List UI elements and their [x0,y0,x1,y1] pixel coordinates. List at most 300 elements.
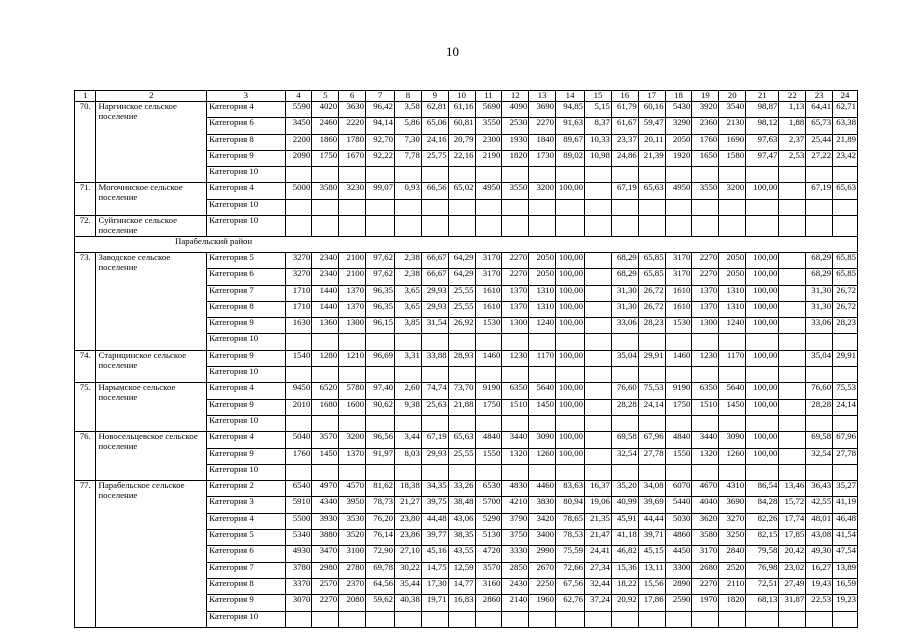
value-cell: 4970 [312,481,339,497]
value-cell: 1440 [312,301,339,317]
value-cell: 1820 [502,150,529,166]
value-cell: 74,74 [421,383,448,399]
settlement-number: 70. [75,102,96,183]
value-cell: 67,56 [556,578,585,594]
value-cell: 46,82 [611,546,638,562]
settlement-name: Старицинское сельское поселение [96,350,207,383]
value-cell [529,167,556,183]
value-cell: 21,88 [448,399,475,415]
value-cell: 17,86 [638,595,665,611]
value-cell: 3290 [665,118,692,134]
table-row [75,432,858,448]
value-cell: 46,48 [833,513,858,529]
value-cell: 76,98 [746,562,779,578]
table-row [75,383,858,399]
value-cell [611,334,638,350]
value-cell: 3440 [692,432,719,448]
column-header: 18 [665,91,692,102]
value-cell: 2300 [475,134,502,150]
table-row [75,183,858,199]
value-cell [421,199,448,215]
value-cell: 29,91 [638,350,665,366]
value-cell: 2780 [339,562,366,578]
value-cell: 79,58 [746,546,779,562]
value-cell: 1920 [665,150,692,166]
value-cell: 2,38 [395,269,422,285]
category-cell: Категория 4 [207,432,285,448]
value-cell [779,399,806,415]
column-header: 4 [285,91,312,102]
value-cell: 16,37 [585,481,612,497]
value-cell [475,334,502,350]
value-cell: 41,54 [833,530,858,546]
value-cell: 69,58 [806,432,833,448]
value-cell: 1510 [502,399,529,415]
column-header: 8 [395,91,422,102]
value-cell: 2270 [692,252,719,268]
value-cell: 1540 [285,350,312,366]
value-cell [421,167,448,183]
value-cell: 100,00 [746,448,779,464]
value-cell: 3400 [529,530,556,546]
value-cell: 1610 [475,285,502,301]
value-cell [395,415,422,431]
value-cell: 1310 [719,301,746,317]
value-cell: 44,48 [421,513,448,529]
value-cell [692,167,719,183]
value-cell: 67,19 [611,183,638,199]
value-cell: 4930 [285,546,312,562]
value-cell: 23,80 [395,513,422,529]
value-cell [779,464,806,480]
value-cell [285,199,312,215]
value-cell: 5290 [475,513,502,529]
value-cell: 5640 [719,383,746,399]
value-cell [779,199,806,215]
value-cell: 3,44 [395,432,422,448]
value-cell: 60,81 [448,118,475,134]
value-cell [312,367,339,383]
value-cell: 2270 [312,595,339,611]
value-cell: 1760 [285,448,312,464]
value-cell [339,464,366,480]
value-cell: 6540 [285,481,312,497]
value-cell [556,464,585,480]
value-cell: 31,30 [806,285,833,301]
value-cell: 3520 [339,530,366,546]
value-cell: 97,63 [746,134,779,150]
value-cell [585,167,612,183]
value-cell: 25,55 [448,301,475,317]
value-cell: 4670 [692,481,719,497]
value-cell: 5500 [285,513,312,529]
table-row [75,216,858,237]
value-cell: 3200 [529,183,556,199]
value-cell: 4950 [665,183,692,199]
value-cell: 8,37 [585,118,612,134]
value-cell [833,367,858,383]
value-cell: 65,02 [448,183,475,199]
value-cell [366,611,395,627]
value-cell [475,367,502,383]
value-cell [421,334,448,350]
category-cell: Категория 10 [207,216,285,237]
value-cell: 65,63 [638,183,665,199]
value-cell: 1170 [719,350,746,366]
value-cell: 2050 [665,134,692,150]
value-cell: 1580 [719,150,746,166]
value-cell: 89,67 [556,134,585,150]
value-cell [339,167,366,183]
value-cell [312,216,339,237]
value-cell [719,334,746,350]
value-cell [312,167,339,183]
value-cell [833,216,858,237]
value-cell: 80,94 [556,497,585,513]
column-header: 14 [556,91,585,102]
value-cell: 25,63 [421,399,448,415]
value-cell: 5690 [475,102,502,118]
value-cell: 2680 [692,562,719,578]
value-cell: 65,63 [833,183,858,199]
value-cell [779,334,806,350]
value-cell: 1280 [312,350,339,366]
value-cell [611,464,638,480]
value-cell [585,301,612,317]
value-cell: 2,53 [779,150,806,166]
value-cell: 60,16 [638,102,665,118]
value-cell: 21,47 [585,530,612,546]
value-cell [719,199,746,215]
value-cell: 16,27 [806,562,833,578]
value-cell: 24,14 [833,399,858,415]
value-cell: 8,03 [395,448,422,464]
value-cell: 100,00 [556,183,585,199]
value-cell [475,464,502,480]
value-cell: 2890 [665,578,692,594]
category-cell: Категория 10 [207,367,285,383]
value-cell [665,334,692,350]
value-cell [395,611,422,627]
value-cell: 2080 [339,595,366,611]
value-cell: 100,00 [556,448,585,464]
value-cell: 2520 [719,562,746,578]
category-cell: Категория 10 [207,611,285,627]
value-cell: 24,16 [421,134,448,150]
column-header: 10 [448,91,475,102]
settlement-name: Заводское сельское поселение [96,252,207,350]
category-cell: Категория 10 [207,167,285,183]
value-cell [585,350,612,366]
value-cell: 26,72 [638,301,665,317]
value-cell: 91,63 [556,118,585,134]
value-cell: 3570 [312,432,339,448]
value-cell [366,415,395,431]
value-cell: 3230 [339,183,366,199]
value-cell [366,334,395,350]
value-cell [638,415,665,431]
value-cell: 3170 [665,269,692,285]
value-cell: 1750 [312,150,339,166]
value-cell: 27,22 [806,150,833,166]
value-cell [312,415,339,431]
value-cell: 6350 [502,383,529,399]
settlement-number: 76. [75,432,96,481]
value-cell: 17,74 [779,513,806,529]
value-cell [638,464,665,480]
column-header: 3 [207,91,285,102]
value-cell [395,464,422,480]
value-cell: 97,40 [366,383,395,399]
category-cell: Категория 10 [207,464,285,480]
column-header: 7 [366,91,395,102]
value-cell: 1230 [692,350,719,366]
value-cell [779,301,806,317]
value-cell: 2,38 [395,252,422,268]
value-cell: 5700 [475,497,502,513]
value-cell: 6530 [475,481,502,497]
value-cell: 26,72 [833,285,858,301]
value-cell: 3270 [285,252,312,268]
value-cell [448,199,475,215]
value-cell [502,216,529,237]
value-cell: 6350 [692,383,719,399]
category-cell: Категория 9 [207,318,285,334]
value-cell: 66,67 [421,252,448,268]
value-cell: 4950 [475,183,502,199]
value-cell: 64,56 [366,578,395,594]
value-cell: 4840 [665,432,692,448]
value-cell [779,183,806,199]
value-cell [719,611,746,627]
value-cell: 5430 [665,102,692,118]
value-cell [585,367,612,383]
value-cell [611,611,638,627]
value-cell: 1670 [339,150,366,166]
value-cell: 3440 [502,432,529,448]
value-cell: 39,75 [421,497,448,513]
value-cell [779,318,806,334]
value-cell: 2850 [502,562,529,578]
category-cell: Категория 4 [207,102,285,118]
value-cell: 19,06 [585,497,612,513]
value-cell: 10,33 [585,134,612,150]
value-cell: 76,20 [366,513,395,529]
value-cell [502,199,529,215]
value-cell: 1550 [665,448,692,464]
value-cell: 1260 [529,448,556,464]
value-cell: 72,51 [746,578,779,594]
value-cell: 30,22 [395,562,422,578]
value-cell [833,464,858,480]
value-cell: 47,54 [833,546,858,562]
value-cell: 97,62 [366,252,395,268]
value-cell [746,367,779,383]
value-cell: 3540 [719,102,746,118]
value-cell: 2270 [692,578,719,594]
value-cell: 65,85 [638,269,665,285]
value-cell: 100,00 [556,285,585,301]
value-cell [665,415,692,431]
value-cell [448,334,475,350]
value-cell: 23,86 [395,530,422,546]
value-cell: 4450 [665,546,692,562]
value-cell: 5130 [475,530,502,546]
value-cell: 2050 [529,269,556,285]
value-cell [806,464,833,480]
value-cell: 4310 [719,481,746,497]
value-cell: 9190 [475,383,502,399]
value-cell: 15,72 [779,497,806,513]
value-cell [312,199,339,215]
value-cell: 61,67 [611,118,638,134]
value-cell: 59,62 [366,595,395,611]
value-cell: 100,00 [556,252,585,268]
value-cell: 65,06 [421,118,448,134]
value-cell: 2430 [502,578,529,594]
value-cell: 15,56 [638,578,665,594]
value-cell [779,448,806,464]
value-cell [556,611,585,627]
value-cell [611,415,638,431]
value-cell [421,611,448,627]
value-cell: 1710 [285,301,312,317]
value-cell [585,269,612,285]
value-cell: 1370 [502,301,529,317]
value-cell [779,432,806,448]
value-cell [806,216,833,237]
value-cell: 68,29 [806,252,833,268]
value-cell: 100,00 [746,432,779,448]
value-cell: 2,60 [395,383,422,399]
value-cell: 6520 [312,383,339,399]
value-cell: 39,77 [421,530,448,546]
region-title: Парабельский район [75,236,858,252]
value-cell: 3470 [312,546,339,562]
value-cell [339,367,366,383]
page-number: 10 [446,44,459,59]
value-cell: 1530 [475,318,502,334]
value-cell [719,464,746,480]
value-cell: 2250 [529,578,556,594]
value-cell [556,367,585,383]
value-cell: 39,69 [638,497,665,513]
value-cell: 1440 [312,285,339,301]
value-cell: 25,55 [448,285,475,301]
value-cell: 2270 [529,118,556,134]
value-cell: 3170 [665,252,692,268]
value-cell: 1610 [665,285,692,301]
value-cell: 59,47 [638,118,665,134]
value-cell: 1300 [339,318,366,334]
value-cell: 43,06 [448,513,475,529]
value-cell: 4090 [502,102,529,118]
value-cell: 62,81 [421,102,448,118]
value-cell: 3100 [339,546,366,562]
value-cell [833,167,858,183]
value-cell: 2590 [665,595,692,611]
value-cell: 91,97 [366,448,395,464]
value-cell: 5780 [339,383,366,399]
value-cell: 67,96 [833,432,858,448]
value-cell: 1460 [475,350,502,366]
value-cell: 0,93 [395,183,422,199]
value-cell [833,199,858,215]
value-cell: 1690 [719,134,746,150]
value-cell [448,167,475,183]
value-cell: 34,08 [638,481,665,497]
value-cell: 13,11 [638,562,665,578]
value-cell: 1370 [692,301,719,317]
value-cell: 100,00 [746,285,779,301]
value-cell: 66,67 [421,269,448,285]
value-cell: 84,28 [746,497,779,513]
column-header: 24 [833,91,858,102]
value-cell [719,367,746,383]
value-cell [585,611,612,627]
settlement-name: Парабельское сельское поселение [96,481,207,628]
value-cell: 86,54 [746,481,779,497]
value-cell: 32,54 [611,448,638,464]
value-cell: 18,38 [395,481,422,497]
value-cell [529,415,556,431]
value-cell: 1320 [692,448,719,464]
column-header: 19 [692,91,719,102]
value-cell: 24,14 [638,399,665,415]
column-header: 9 [421,91,448,102]
value-cell [638,216,665,237]
value-cell: 78,73 [366,497,395,513]
value-cell: 3160 [475,578,502,594]
value-cell: 68,13 [746,595,779,611]
value-cell: 27,78 [638,448,665,464]
category-cell: Категория 9 [207,595,285,611]
value-cell: 1260 [719,448,746,464]
value-cell: 65,63 [448,432,475,448]
value-cell: 1320 [502,448,529,464]
value-cell [448,216,475,237]
value-cell: 29,91 [833,350,858,366]
category-cell: Категория 8 [207,134,285,150]
value-cell: 1600 [339,399,366,415]
column-header: 17 [638,91,665,102]
value-cell: 96,15 [366,318,395,334]
column-header: 11 [475,91,502,102]
value-cell: 1840 [529,134,556,150]
value-cell [611,367,638,383]
value-cell [475,167,502,183]
value-cell: 4720 [475,546,502,562]
column-header: 23 [806,91,833,102]
value-cell: 33,26 [448,481,475,497]
value-cell: 27,10 [395,546,422,562]
value-cell: 3690 [529,102,556,118]
category-cell: Категория 10 [207,415,285,431]
value-cell: 1970 [692,595,719,611]
value-cell: 100,00 [556,350,585,366]
value-cell [692,216,719,237]
value-cell: 3690 [719,497,746,513]
value-cell: 100,00 [556,318,585,334]
value-cell [665,367,692,383]
value-cell: 72,66 [556,562,585,578]
value-cell [312,611,339,627]
value-cell [746,167,779,183]
value-cell [529,216,556,237]
value-cell [395,367,422,383]
value-cell: 75,53 [638,383,665,399]
value-cell [556,199,585,215]
